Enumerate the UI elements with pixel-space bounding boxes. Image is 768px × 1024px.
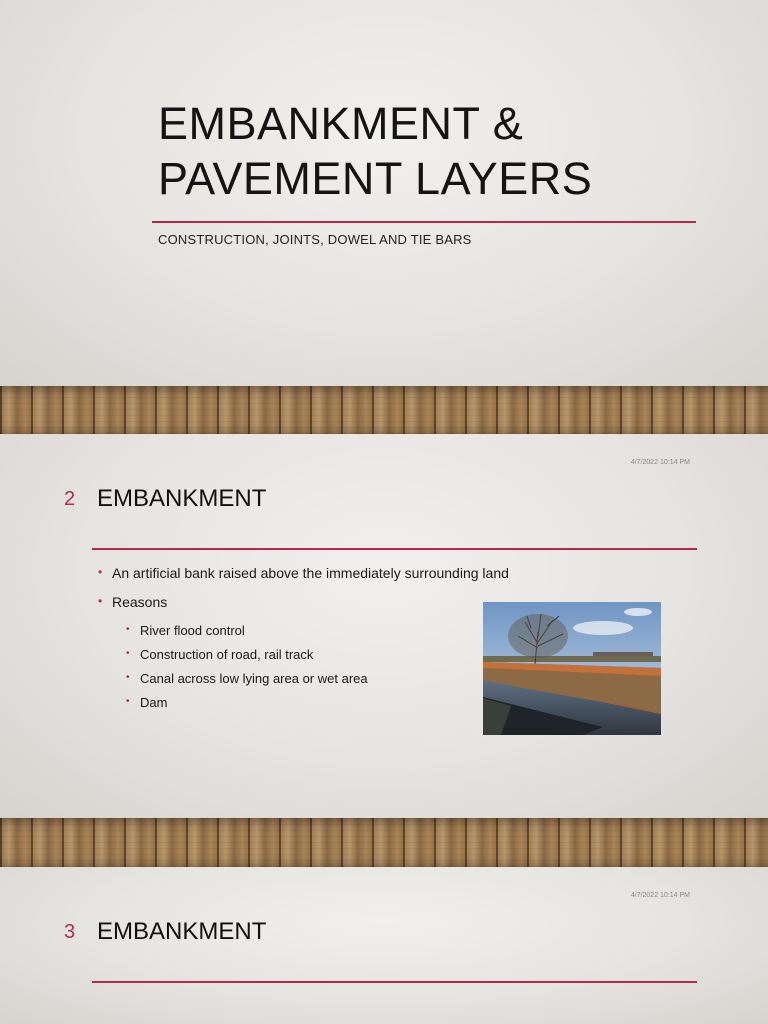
bullet-item bbox=[98, 594, 509, 610]
embankment-canal-photo bbox=[483, 602, 661, 735]
bullet-icon: • bbox=[98, 565, 103, 579]
slide-date: 4/7/2022 10:14 PM bbox=[630, 892, 690, 899]
wood-floor-divider bbox=[0, 818, 768, 867]
slide-number: 3 bbox=[64, 921, 76, 943]
slide-title-divider bbox=[92, 981, 697, 983]
presentation-title: EMBANKMENT & PAVEMENT LAYERS bbox=[158, 98, 593, 204]
title-divider bbox=[152, 221, 696, 223]
bullet-icon: • bbox=[98, 594, 103, 608]
sub-bullet-item bbox=[98, 695, 509, 710]
bullet-icon: • bbox=[126, 696, 130, 707]
slide-number: 2 bbox=[64, 488, 76, 510]
bullet-text: Dam bbox=[140, 695, 168, 710]
bullet-text: Reasons bbox=[112, 594, 168, 610]
bullet-text: Canal across low lying area or wet area bbox=[140, 671, 368, 686]
slide-3 bbox=[0, 867, 768, 1024]
bullet-icon: • bbox=[126, 648, 130, 659]
slide-date: 4/7/2022 10:14 PM bbox=[630, 459, 690, 466]
bullet-text: River flood control bbox=[140, 623, 245, 638]
sub-bullet-item bbox=[98, 671, 509, 686]
sub-bullet-item bbox=[98, 647, 509, 662]
title-slide bbox=[0, 0, 768, 386]
bullet-icon: • bbox=[126, 624, 130, 635]
slide-title: EMBANKMENT bbox=[97, 918, 267, 945]
bullet-text: An artificial bank raised above the immediately surrounding land bbox=[112, 565, 509, 581]
sub-bullet-item bbox=[98, 623, 509, 638]
wood-floor-divider bbox=[0, 386, 768, 434]
presentation-subtitle: CONSTRUCTION, JOINTS, DOWEL AND TIE BARS bbox=[158, 232, 472, 247]
slide-title-divider bbox=[92, 548, 697, 550]
bullet-text: Construction of road, rail track bbox=[140, 647, 314, 662]
slide-title: EMBANKMENT bbox=[97, 485, 267, 512]
bullet-icon: • bbox=[126, 672, 130, 683]
bullet-list bbox=[98, 565, 509, 719]
bullet-item bbox=[98, 565, 509, 581]
